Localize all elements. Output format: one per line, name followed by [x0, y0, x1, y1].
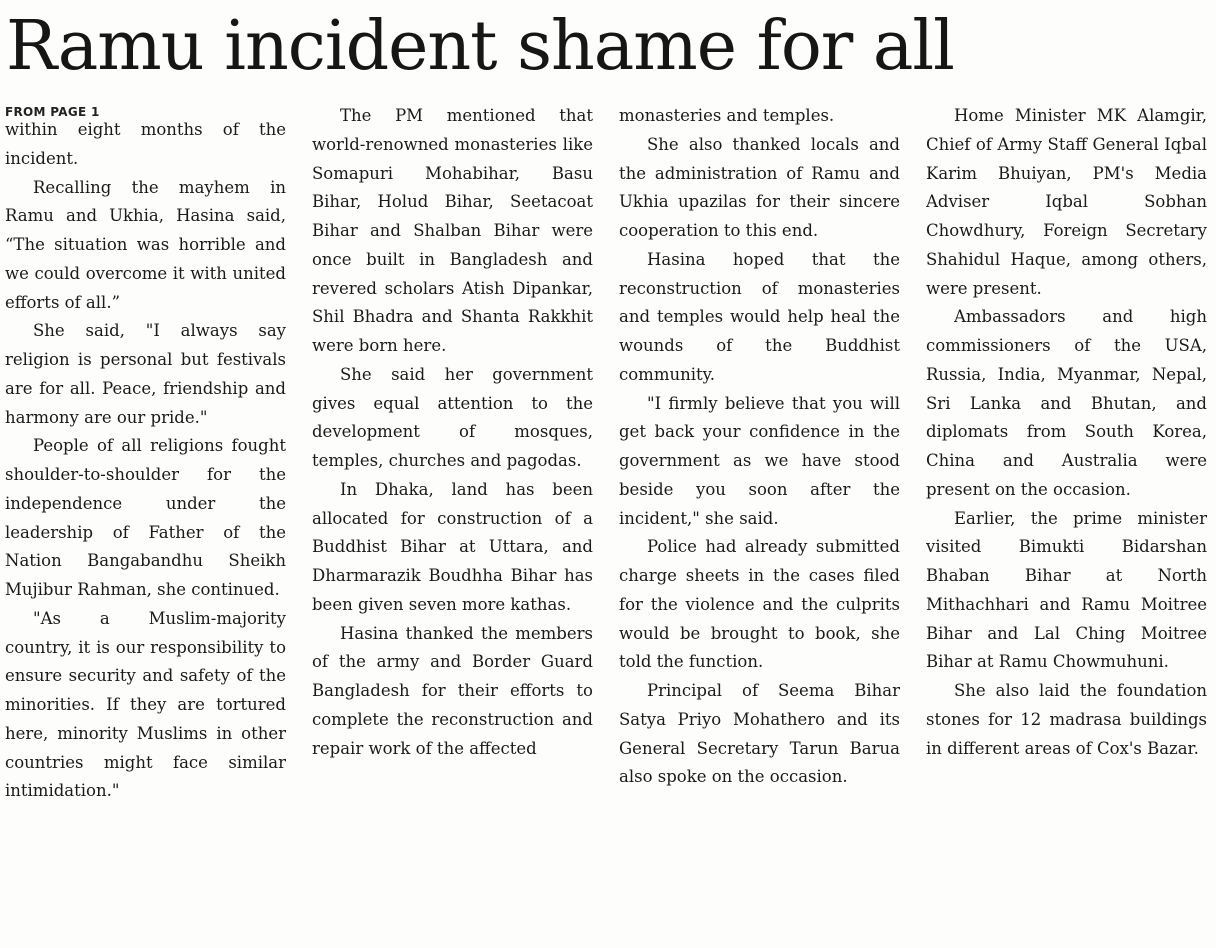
paragraph: People of all religions fought shoulder-to-shoulder for the independence under the leadership of Father of the Nation Bangabandhu Sheikh Mujibur Rahman, she continued.	[5, 436, 286, 599]
paragraph: In Dhaka, land has been allocated for construction of a Buddhist Bihar at Uttara, and Dharmarazik Boudhha Bihar has been given seven more kathas.	[312, 479, 593, 614]
paragraph: monasteries and temples.	[619, 106, 835, 125]
article-column-2	[312, 101, 593, 946]
article-column-3	[619, 101, 900, 946]
paragraph: "As a Muslim-majority country, it is our responsibility to ensure security and safety of the minorities. If they are tortured here, minority Muslims in other countries might face similar intimidation."	[5, 608, 286, 801]
article-body	[0, 101, 1216, 946]
paragraph: She also laid the foundation stones for 12 madrasa buildings in different areas of Cox's Bazar.	[926, 681, 1207, 758]
article-column-4	[926, 101, 1207, 946]
paragraph: Hasina thanked the members of the army and Border Guard Bangladesh for their efforts to complete the reconstruction and repair work of the affected	[312, 623, 593, 758]
paragraph: Home Minister MK Alamgir, Chief of Army Staff General Iqbal Karim Bhuiyan, PM's Media Adviser Iqbal Sobhan Chowdhury, Foreign Secretary Shahidul Haque, among others, were present.	[926, 106, 1207, 298]
paragraph: Police had already submitted charge sheets in the cases filed for the violence and the culprits would be brought to book, she told the function.	[619, 537, 900, 672]
paragraph: She said her government gives equal attention to the development of mosques, temples, churches and pagodas.	[312, 364, 593, 470]
article-column-1	[5, 101, 286, 946]
paragraph: Hasina hoped that the reconstruction of monasteries and temples would help heal the wounds of the Buddhist community.	[619, 249, 900, 384]
headline: Ramu incident shame for all	[6, 7, 954, 86]
paragraph: Principal of Seema Bihar Satya Priyo Mohathero and its General Secretary Tarun Barua also spoke on the occasion.	[619, 681, 900, 787]
paragraph: within eight months of the incident.	[5, 120, 286, 168]
paragraph: Recalling the mayhem in Ramu and Ukhia, Hasina said, “The situation was horrible and we could overcome it with united efforts of all.”	[5, 177, 286, 312]
paragraph: "I firmly believe that you will get back your confidence in the government as we have stood beside you soon after the incident," she said.	[619, 393, 900, 528]
jump-label: FROM PAGE 1	[5, 105, 100, 119]
paragraph: Earlier, the prime minister visited Bimukti Bidarshan Bhaban Bihar at North Mithachhari and Ramu Moitree Bihar and Lal Ching Moitree Bihar at Ramu Chowmuhuni.	[926, 508, 1207, 672]
paragraph: She also thanked locals and the administration of Ramu and Ukhia upazilas for their sincere cooperation to this end.	[619, 134, 900, 240]
paragraph: Ambassadors and high commissioners of the USA, Russia, India, Myanmar, Nepal, Sri Lanka and Bhutan, and diplomats from South Korea, China and Australia were present on the occasion.	[926, 307, 1207, 499]
paragraph: The PM mentioned that world-renowned monasteries like Somapuri Mohabihar, Basu Bihar, Holud Bihar, Seetacoat Bihar and Shalban Bihar were once built in Bangladesh and revered scholars Atish Dipankar, Shil Bhadra and Shanta Rakkhit were born here.	[312, 106, 593, 355]
paragraph: She said, "I always say religion is personal but festivals are for all. Peace, friendship and harmony are our pride."	[5, 321, 286, 427]
